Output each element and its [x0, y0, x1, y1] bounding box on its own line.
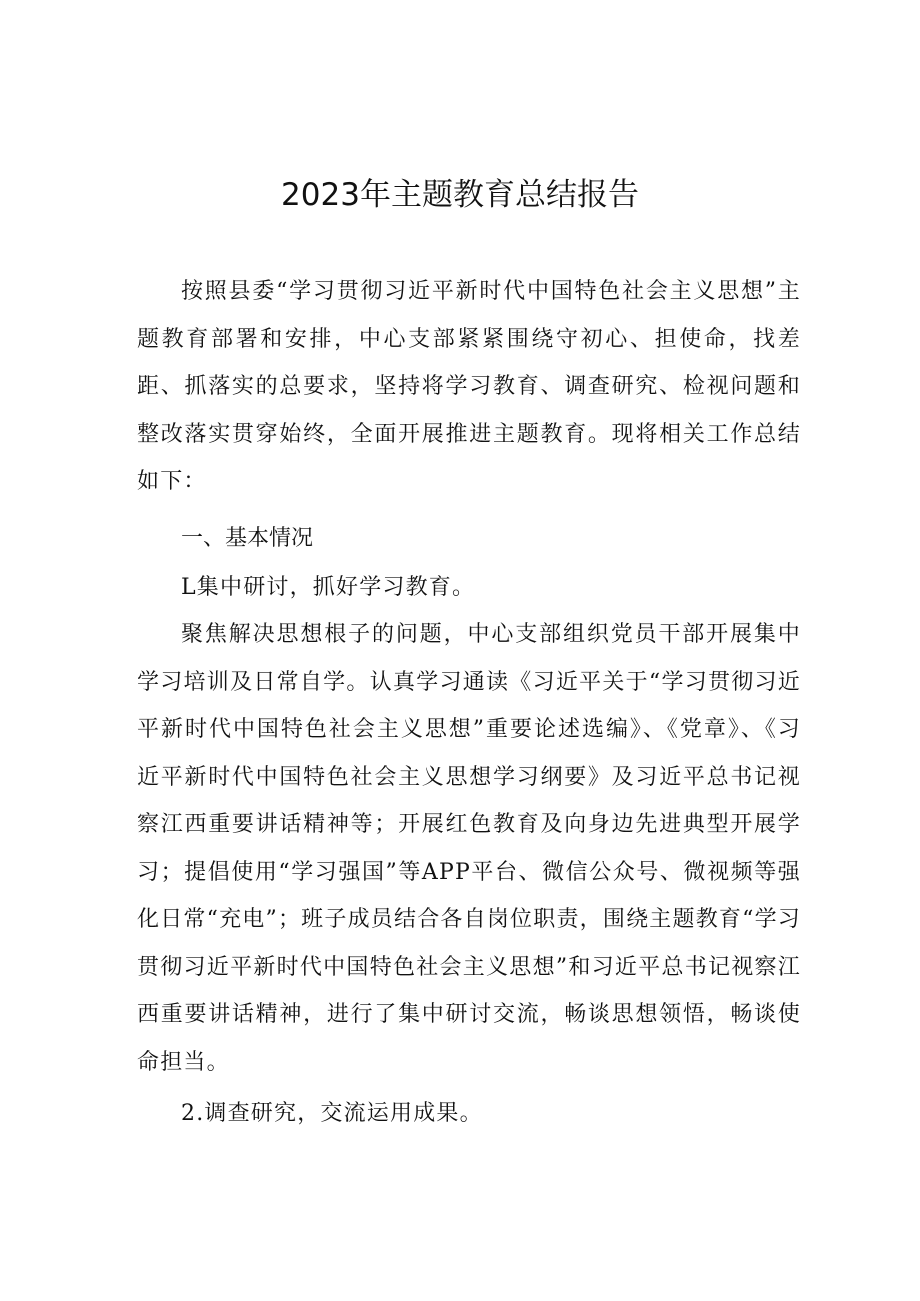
section-heading: 一、基本情况: [181, 525, 314, 551]
item-body-paragraph: 聚焦解决思想根子的问题，中心支部组织党员干部开展集中学习培训及日常自学。认真学习通读《习近平关于“学习贯彻习近平新时代中国特色社会主义思想”重要论述选编》、《党章》、《习近平新时代中国特色社会主义思想学习纲要》及习近平总书记视察江西重要讲话精神等；开展红色教育及向身边先进典型开展学习；提倡使用“学习强国”等APP平台、微信公众号、微视频等强化日常“充电”；班子成员结合各自岗位职责，围绕主题教育“学习贯彻习近平新时代中国特色社会主义思想”和习近平总书记视察江西重要讲话精神，进行了集中研讨交流，畅谈思想领悟，畅谈使命担当。: [137, 622, 801, 1075]
intro-paragraph: 按照县委“学习贯彻习近平新时代中国特色社会主义思想”主题教育部署和安排，中心支部紧紧围绕守初心、担使命，找差距、抓落实的总要求，坚持将学习教育、调查研究、检视问题和整改落实贯穿始终，全面开展推进主题教育。现将相关工作总结如下：: [137, 279, 801, 494]
document-body: [137, 268, 801, 1138]
item-title: 2.调查研究，交流运用成果。: [181, 1101, 483, 1126]
document-title: 2023年主题教育总结报告: [281, 177, 639, 213]
item-title: L集中研讨，抓好学习教育。: [181, 574, 476, 600]
